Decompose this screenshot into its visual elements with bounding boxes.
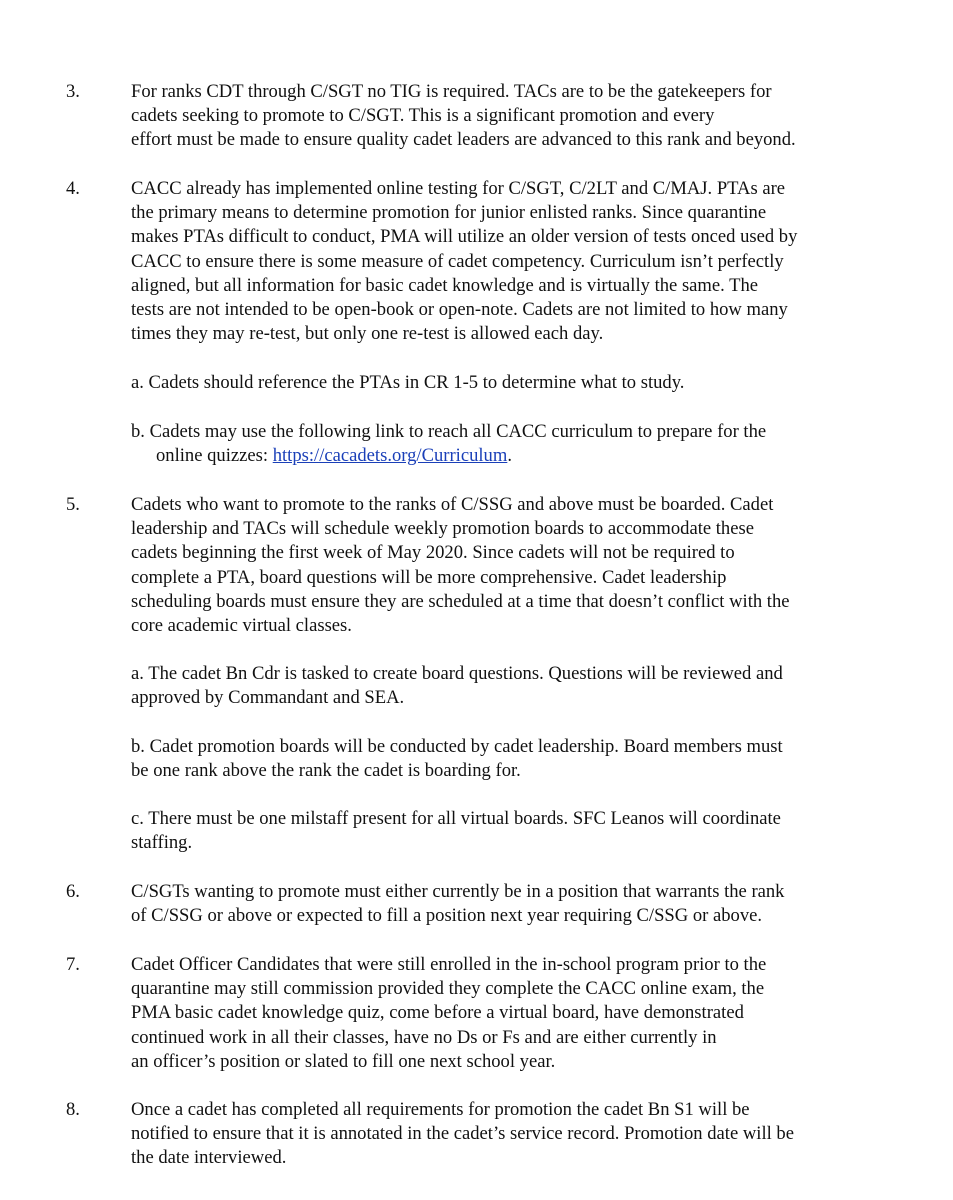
item-paragraph: [131, 953, 891, 1074]
item-number: 4.: [66, 178, 80, 199]
paragraph-line: scheduling boards must ensure they are scheduled at a time that doesn’t conflict with the: [131, 590, 790, 612]
sub-item-5c: [131, 807, 891, 855]
paragraph-line: complete a PTA, board questions will be more comprehensive. Cadet leadership: [131, 566, 727, 588]
paragraph-line: cadets seeking to promote to C/SGT. This is a significant promotion and every: [131, 105, 715, 127]
sub-item-line: be one rank above the rank the cadet is boarding for.: [131, 760, 521, 782]
paragraph-line: the primary means to determine promotion for junior enlisted ranks. Since quarantine: [131, 202, 767, 224]
sub-item-line: a. Cadets should reference the PTAs in CR 1-5 to determine what to study.: [131, 372, 685, 393]
item-paragraph: [131, 1098, 891, 1171]
paragraph-line: of C/SSG or above or expected to fill a position next year requiring C/SSG or above.: [131, 905, 763, 927]
paragraph-line: continued work in all their classes, have no Ds or Fs and are either currently in: [131, 1026, 717, 1048]
paragraph-line: times they may re-test, but only one re-test is allowed each day.: [131, 323, 604, 345]
sub-item-line: a. The cadet Bn Cdr is tasked to create board questions. Questions will be reviewed and: [131, 663, 783, 684]
sub-item-line: b. Cadet promotion boards will be conducted by cadet leadership. Board members must: [131, 736, 783, 757]
item-paragraph: [131, 493, 891, 638]
sub-item-line: [131, 444, 891, 468]
item-paragraph: [131, 177, 891, 346]
paragraph-line: quarantine may still commission provided they complete the CACC online exam, the: [131, 978, 765, 1000]
link-prefix: online quizzes:: [156, 445, 273, 467]
paragraph-line: CACC already has implemented online testing for C/SGT, C/2LT and C/MAJ. PTAs are: [131, 178, 786, 199]
sub-item-line: approved by Commandant and SEA.: [131, 687, 405, 709]
paragraph-line: cadets beginning the first week of May 2020. Since cadets will not be required to: [131, 542, 735, 564]
paragraph-line: core academic virtual classes.: [131, 615, 352, 637]
curriculum-link[interactable]: https://cacadets.org/Curriculum: [272, 445, 508, 467]
sub-item-line: staffing.: [131, 832, 193, 854]
sub-item-5b: [131, 735, 891, 783]
paragraph-line: For ranks CDT through C/SGT no TIG is required. TACs are to be the gatekeepers for: [131, 81, 772, 102]
sub-item-5a: [131, 662, 891, 710]
paragraph-line: CACC to ensure there is some measure of cadet competency. Curriculum isn’t perfectly: [131, 250, 784, 272]
paragraph-line: aligned, but all information for basic cadet knowledge and is virtually the same. The: [131, 274, 759, 296]
paragraph-line: notified to ensure that it is annotated in the cadet’s service record. Promotion date will be: [131, 1123, 794, 1145]
sub-item-4a: [131, 371, 891, 395]
paragraph-line: an officer’s position or slated to fill one next school year.: [131, 1050, 556, 1072]
paragraph-line: leadership and TACs will schedule weekly promotion boards to accommodate these: [131, 518, 754, 540]
paragraph-line: the date interviewed.: [131, 1147, 287, 1169]
item-paragraph: [131, 880, 891, 928]
item-number: 8.: [66, 1099, 80, 1120]
paragraph-line: Cadet Officer Candidates that were still enrolled in the in-school program prior to the: [131, 954, 767, 975]
paragraph-line: makes PTAs difficult to conduct, PMA will utilize an older version of tests onced used by: [131, 226, 798, 248]
sub-item-line: b. Cadets may use the following link to reach all CACC curriculum to prepare for the: [131, 421, 767, 442]
item-number: 7.: [66, 954, 80, 975]
item-paragraph: [131, 80, 891, 153]
item-number: 6.: [66, 881, 80, 902]
link-suffix: .: [507, 445, 512, 467]
paragraph-line: Cadets who want to promote to the ranks of C/SSG and above must be boarded. Cadet: [131, 494, 774, 515]
paragraph-line: C/SGTs wanting to promote must either currently be in a position that warrants the rank: [131, 881, 785, 902]
item-number: 5.: [66, 494, 80, 515]
paragraph-line: PMA basic cadet knowledge quiz, come before a virtual board, have demonstrated: [131, 1002, 744, 1024]
paragraph-line: effort must be made to ensure quality cadet leaders are advanced to this rank and beyond.: [131, 129, 796, 151]
paragraph-line: tests are not intended to be open-book or open-note. Cadets are not limited to how many: [131, 299, 788, 321]
sub-item-line: c. There must be one milstaff present for all virtual boards. SFC Leanos will coordinate: [131, 808, 781, 829]
sub-item-4b: [131, 420, 891, 468]
item-number: 3.: [66, 81, 80, 102]
paragraph-line: Once a cadet has completed all requirements for promotion the cadet Bn S1 will be: [131, 1099, 750, 1120]
